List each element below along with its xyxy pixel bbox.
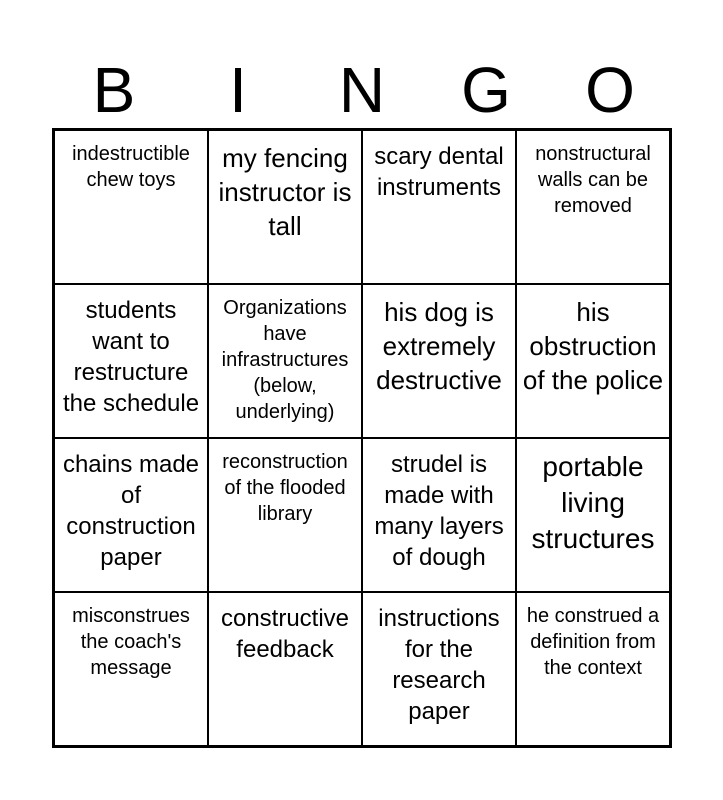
cell-text: his dog is extremely destructive <box>376 297 502 395</box>
header-letter-i: I <box>229 54 247 126</box>
cell-text: scary dental instruments <box>374 143 504 201</box>
header-letter-b: B <box>92 54 136 126</box>
bingo-cell[interactable] <box>516 592 670 746</box>
cell-text: Organizations have infrastructures (below, underlying) <box>221 297 349 423</box>
header-letter-n: N <box>338 54 386 126</box>
bingo-cell[interactable] <box>54 130 208 284</box>
header-letter-g: G <box>461 54 511 126</box>
cell-text: instructions for the research paper <box>378 605 500 725</box>
bingo-cell[interactable] <box>208 130 362 284</box>
cell-text: constructive feedback <box>220 605 350 663</box>
cell-text: indestructible chew toys <box>72 143 190 191</box>
bingo-cell[interactable] <box>54 438 208 592</box>
cell-text: his obstruction of the police <box>522 297 664 395</box>
cell-text: strudel is made with many layers of dough <box>374 451 504 571</box>
bingo-cell[interactable] <box>362 438 516 592</box>
bingo-cell[interactable] <box>208 438 362 592</box>
bingo-cell[interactable] <box>54 592 208 746</box>
cell-text: misconstrues the coach's message <box>72 605 190 679</box>
bingo-cell[interactable] <box>208 592 362 746</box>
bingo-board <box>52 128 672 748</box>
header-letter-o: O <box>585 54 635 126</box>
cell-text: my fencing instructor is tall <box>218 143 352 241</box>
bingo-cell[interactable] <box>516 438 670 592</box>
bingo-cell[interactable] <box>362 130 516 284</box>
cell-text: nonstructural walls can be removed <box>535 143 651 217</box>
cell-text: reconstruction of the flooded library <box>222 451 348 525</box>
cell-text: chains made of construction paper <box>62 451 200 571</box>
bingo-cell[interactable] <box>208 284 362 438</box>
cell-text: portable living structures <box>531 451 655 554</box>
bingo-cell[interactable] <box>362 592 516 746</box>
cell-text: he construed a definition from the context <box>526 605 660 679</box>
bingo-cell[interactable] <box>516 130 670 284</box>
bingo-cell[interactable] <box>54 284 208 438</box>
bingo-header <box>52 52 672 128</box>
bingo-cell[interactable] <box>516 284 670 438</box>
cell-text: students want to restructure the schedule <box>62 297 200 417</box>
bingo-cell[interactable] <box>362 284 516 438</box>
